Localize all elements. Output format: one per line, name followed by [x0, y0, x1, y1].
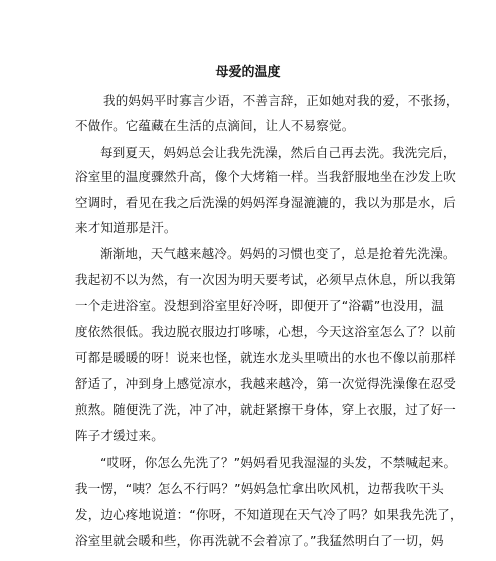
text-line: 我的妈妈平时寡言少语，不善言辞，正如她对我的爱，不张扬， [103, 93, 459, 108]
document-title: 母爱的温度 [215, 65, 281, 80]
text-line: 可都是暖暖的呀！说来也怪，就连水龙头里喷出的水也不像以前那样 [75, 350, 457, 365]
text-line: 度依然很低。我边脱衣服边打哆嗦，心想，今天这浴室怎么了？以前 [75, 324, 457, 339]
text-line: 每到夏天，妈妈总会让我先洗澡，然后自己再去洗。我洗完后， [100, 145, 456, 160]
text-line: 浴室里就会暖和些，你再洗就不会着凉了。”我猛然明白了一切，妈 [75, 533, 444, 548]
text-line: 发，边心疼地说道：“你呀，不知道现在天气冷了吗？如果我先洗了， [75, 507, 463, 522]
text-line: 煎熬。随便洗了洗，冲了冲，就赶紧擦干身体，穿上衣服，过了好一 [75, 402, 457, 417]
text-line: 空调时，看见在我之后洗澡的妈妈浑身湿漉漉的，我以为那是水，后 [75, 195, 457, 210]
text-line: 我起初不以为然，有一次因为明天要考试，必须早点休息，所以我第 [75, 272, 457, 287]
text-line: 阵子才缓过来。 [75, 428, 164, 443]
text-line: 舒适了，冲到身上感觉凉水，我越来越冷，第一次觉得洗澡像在忍受 [75, 376, 457, 391]
text-line: 渐渐地，天气越来越冷。妈妈的习惯也变了，总是抢着先洗澡。 [100, 246, 456, 261]
text-line: 来才知道那是汗。 [75, 220, 177, 235]
text-line: “哎呀，你怎么先洗了？”妈妈看见我湿湿的头发，不禁喊起来。 [100, 455, 457, 470]
text-line: 一个走进浴室。没想到浴室里好冷呀，即便开了“浴霸”也没用，温 [75, 298, 444, 313]
text-line: 不做作。它蕴藏在生活的点滴间，让人不易察觉。 [75, 118, 355, 133]
text-line: 浴室里的温度骤然升高，像个大烤箱一样。当我舒服地坐在沙发上吹 [75, 169, 457, 184]
text-line: 我一愣，“咦？怎么不行吗？”妈妈急忙拿出吹风机，边帮我吹干头 [75, 481, 444, 496]
